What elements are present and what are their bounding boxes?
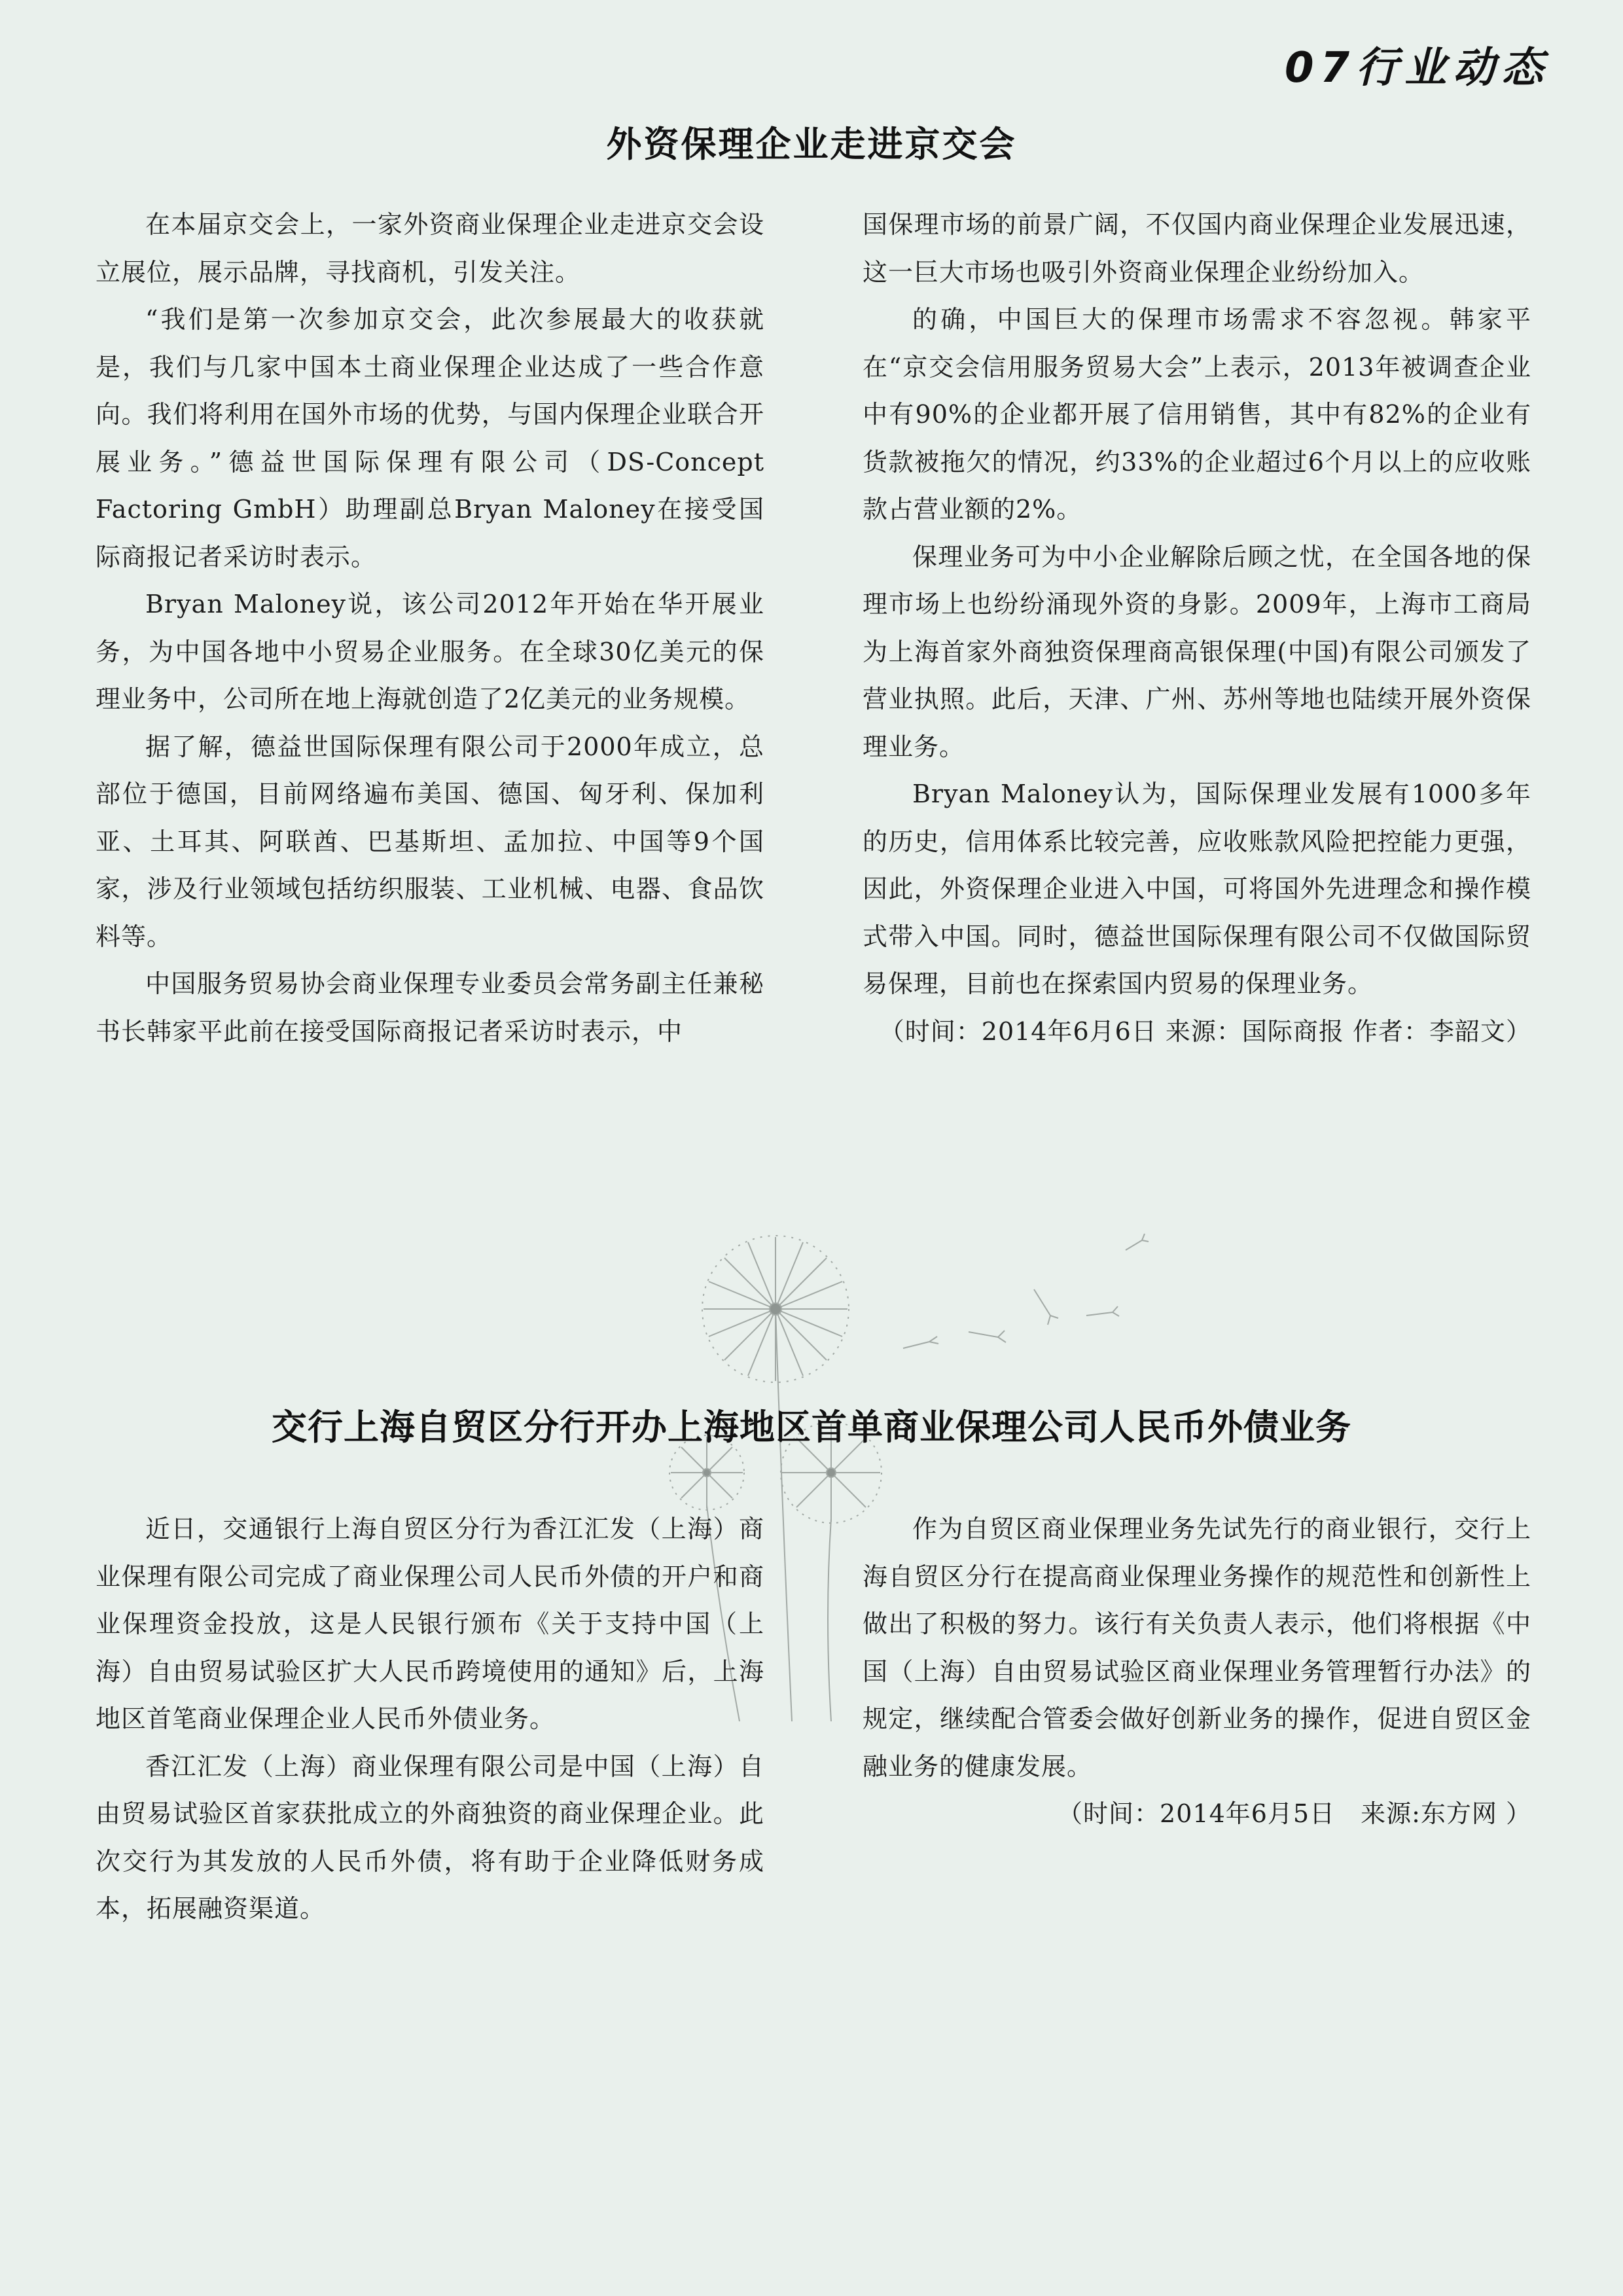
article1-paragraph: Bryan Maloney认为，国际保理业发展有1000多年的历史，信用体系比较完善，应收账款风险把控能力更强，因此，外资保理企业进入中国，可将国外先进理念和操作模式带入中国。同时，德益世国际保理有限公司不仅做国际贸易保理，目前也在探索国内贸易的保理业务。	[863, 780, 1531, 998]
article1-continuation: 国保理市场的前景广阔，不仅国内商业保理企业发展迅速，这一巨大市场也吸引外资商业保理企业纷纷加入。	[863, 210, 1531, 287]
article1-paragraph: Bryan Maloney说，该公司2012年开始在华开展业务，为中国各地中小贸易企业服务。在全球30亿美元的保理业务中，公司所在地上海就创造了2亿美元的业务规模。	[96, 590, 764, 713]
article2-right-column	[863, 1505, 1531, 1838]
article1-title: 外资保理企业走进京交会	[606, 124, 1017, 165]
article1-right-column	[863, 201, 1531, 1055]
article2-title: 交行上海自贸区分行开办上海地区首单商业保理公司人民币外债业务	[272, 1407, 1351, 1448]
article2-paragraph: 作为自贸区商业保理业务先试先行的商业银行，交行上海自贸区分行在提高商业保理业务操作的规范性和创新性上做出了积极的努力。该行有关负责人表示，他们将根据《中国（上海）自由贸易试验区商业保理业务管理暂行办法》的规定，继续配合管委会做好创新业务的操作，促进自贸区金融业务的健康发展。	[863, 1515, 1531, 1781]
article1-paragraph: 在本届京交会上，一家外资商业保理企业走进京交会设立展位，展示品牌，寻找商机，引发关注。	[96, 210, 764, 287]
article1-paragraph: 的确，中国巨大的保理市场需求不容忽视。韩家平在“京交会信用服务贸易大会”上表示，2013年被调查企业中有90%的企业都开展了信用销售，其中有82%的企业有货款被拖欠的情况，约33%的企业超过6个月以上的应收账款占营业额的2%。	[863, 305, 1531, 524]
article1-paragraph: 中国服务贸易协会商业保理专业委员会常务副主任兼秘书长韩家平此前在接受国际商报记者采访时表示，中	[96, 969, 764, 1046]
section-label: 07行业动态	[1284, 44, 1550, 92]
article2-paragraph: 香江汇发（上海）商业保理有限公司是中国（上海）自由贸易试验区首家获批成立的外商独资的商业保理企业。此次交行为其发放的人民币外债，将有助于企业降低财务成本，拓展融资渠道。	[96, 1751, 764, 1923]
article2-paragraph: 近日，交通银行上海自贸区分行为香江汇发（上海）商业保理有限公司完成了商业保理公司人民币外债的开户和商业保理资金投放，这是人民银行颁布《关于支持中国（上海）自由贸易试验区扩大人民币跨境使用的通知》后，上海地区首笔商业保理企业人民币外债业务。	[96, 1515, 764, 1733]
article1-paragraph: 保理业务可为中小企业解除后顾之忧，在全国各地的保理市场上也纷纷涌现外资的身影。2009年，上海市工商局为上海首家外商独资保理商高银保理(中国)有限公司颁发了营业执照。此后，天津、广州、苏州等地也陆续开展外资保理业务。	[863, 542, 1531, 761]
article1-paragraph: 据了解，德益世国际保理有限公司于2000年成立，总部位于德国，目前网络遍布美国、德国、匈牙利、保加利亚、土耳其、阿联酋、巴基斯坦、孟加拉、中国等9个国家，涉及行业领域包括纺织服装、工业机械、电器、食品饮料等。	[96, 732, 764, 951]
article2-left-column	[96, 1505, 764, 1933]
article1-paragraph: “我们是第一次参加京交会，此次参展最大的收获就是，我们与几家中国本土商业保理企业达成了一些合作意向。我们将利用在国外市场的优势，与国内保理企业联合开展业务。”德益世国际保理有限公司（DS-Concept Factoring GmbH）助理副总Bryan Maloney在接受国际商报记者采访时表示。	[96, 305, 764, 571]
article2-source: （时间：2014年6月5日 来源:东方网 ）	[1058, 1799, 1531, 1828]
article1-source: （时间：2014年6月6日 来源：国际商报 作者：李韶文）	[879, 1016, 1531, 1046]
article1-left-column	[96, 201, 764, 1055]
